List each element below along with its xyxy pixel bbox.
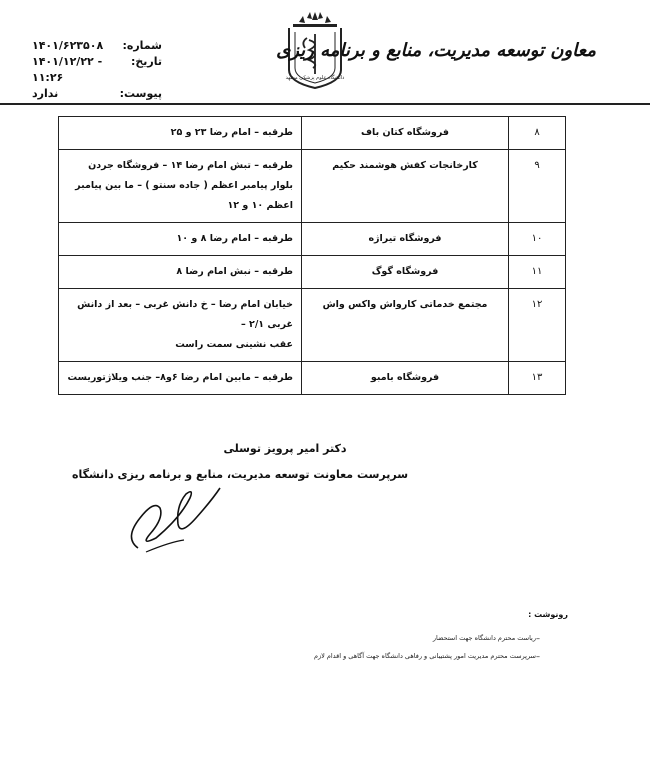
signatory-name: دکتر امیر پرویز توسلی <box>223 442 347 455</box>
address-line: بلوار پیامبر اعظم ( جاده سنتو ) – ما بین پیامبر اعظم ۱۰ و ۱۲ <box>75 180 293 211</box>
store-name: فروشگاه کتان باف <box>302 117 509 150</box>
store-name: فروشگاه گوگ <box>302 256 509 289</box>
office-title: معاون توسعه مدیریت، منابع و برنامه ریزی <box>276 40 596 61</box>
row-number: ۱۰ <box>509 223 566 256</box>
row-number: ۱۲ <box>509 289 566 362</box>
store-name: مجتمع خدماتی کارواش واکس واش <box>302 289 509 362</box>
date-label: تاریخ: <box>130 55 162 68</box>
number-label: شماره: <box>122 39 162 52</box>
store-address <box>59 117 302 150</box>
cc-dash-2: – <box>536 652 540 661</box>
date-value: ۱۴۰۱/۱۲/۲۲ - ۱۱:۲۶ <box>32 55 103 84</box>
letter-meta <box>32 38 162 102</box>
number-row <box>32 38 162 54</box>
address-line: عقب نشینی سمت راست <box>175 339 293 350</box>
table-row <box>59 223 566 256</box>
date-row <box>32 54 162 86</box>
row-number: ۱۳ <box>509 362 566 395</box>
row-number: ۱۱ <box>509 256 566 289</box>
store-address <box>59 289 302 362</box>
store-name: فروشگاه بامبو <box>302 362 509 395</box>
header-divider <box>0 103 650 105</box>
table-row <box>59 117 566 150</box>
table-row <box>59 150 566 223</box>
number-value: ۱۴۰۱/۶۲۳۵۰۸ <box>32 39 104 52</box>
address-line: طرقبه – امام رضا ۲۳ و ۲۵ <box>170 127 293 138</box>
cc-item-1: ریاست محترم دانشگاه جهت استحضار <box>432 634 536 642</box>
attachment-row <box>32 86 162 102</box>
logo-text: دانشگاه علوم پزشکی مشهد <box>285 75 345 81</box>
cc-item-2: سرپرست محترم مدیریت امور پشتیبانی و رفاهی دانشگاه جهت آگاهی و اقدام لازم <box>313 652 536 660</box>
attachment-value: ندارد <box>32 87 59 100</box>
stores-table <box>58 116 566 395</box>
address-line: خیابان امام رضا – خ دانش غربی – بعد از دانش غربی ۲/۱ – <box>77 299 293 330</box>
store-name: کارخانجات کفش هوشمند حکیم <box>302 150 509 223</box>
address-line: طرقبه – تبش امام رضا ۱۴ – فروشگاه جردن <box>88 160 293 171</box>
row-number: ۹ <box>509 150 566 223</box>
cc-label: رونوشت : <box>528 610 568 619</box>
stores-table-body <box>59 117 566 395</box>
table-row <box>59 362 566 395</box>
table-row <box>59 289 566 362</box>
store-address <box>59 362 302 395</box>
row-number: ۸ <box>509 117 566 150</box>
cc-dash-1: – <box>536 634 540 643</box>
handwritten-signature <box>120 478 240 558</box>
signatory-title: سرپرست معاونت توسعه مدیریت، منابع و برنامه ریزی دانشگاه <box>71 468 409 481</box>
store-address <box>59 150 302 223</box>
address-line: طرقبه – نبش امام رضا ۸ <box>176 266 293 277</box>
address-line: طرقبه – مابین امام رضا ۶و۸– جنب ویلاژتوریست <box>67 372 293 383</box>
store-address <box>59 223 302 256</box>
attachment-label: پیوست: <box>119 87 162 100</box>
address-line: طرقبه – امام رضا ۸ و ۱۰ <box>176 233 293 244</box>
store-address <box>59 256 302 289</box>
store-name: فروشگاه تیراژه <box>302 223 509 256</box>
table-row <box>59 256 566 289</box>
